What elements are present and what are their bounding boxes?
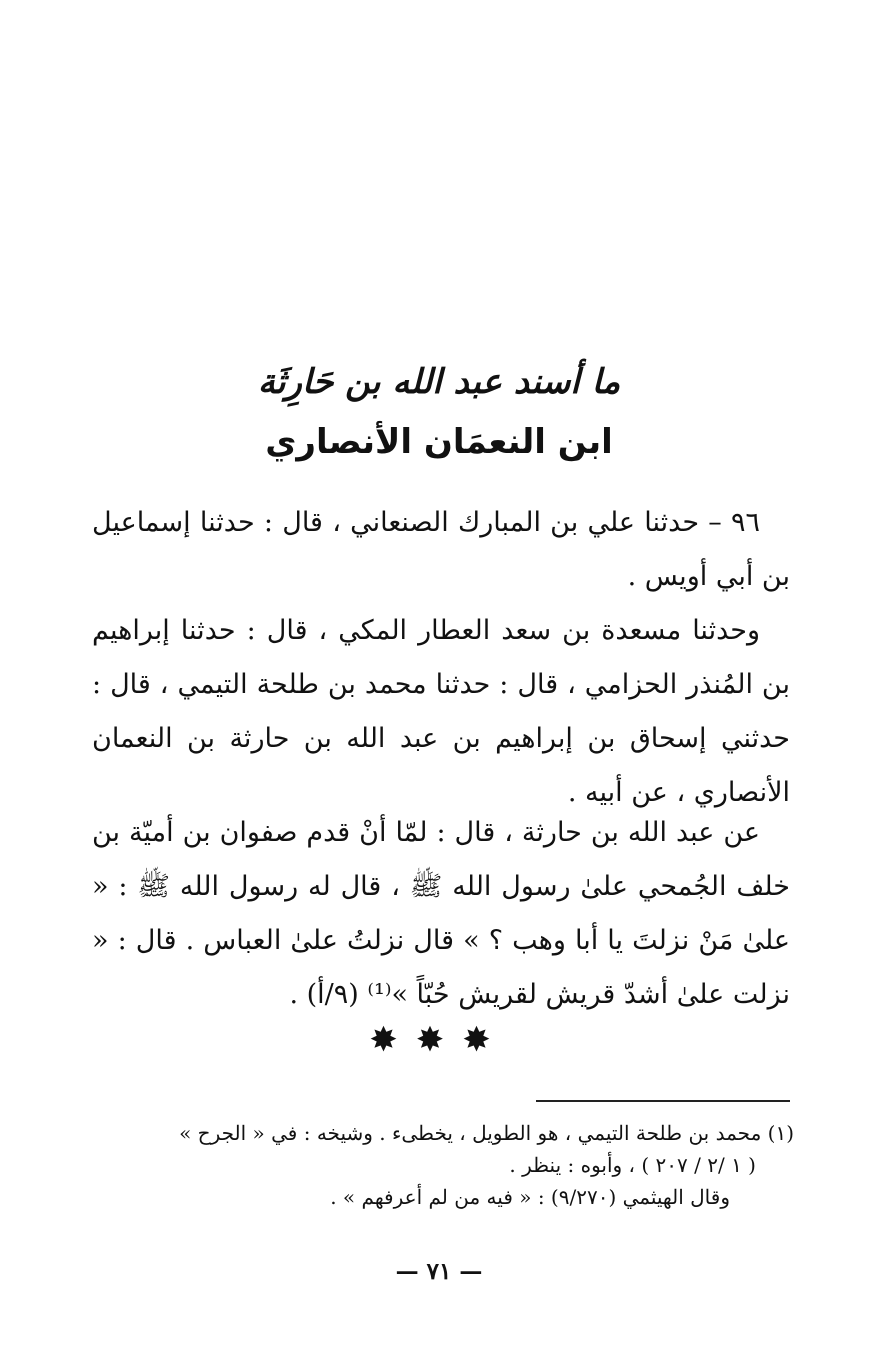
hadith-paragraph-2: وحدثنا مسعدة بن سعد العطار المكي ، قال : حدثنا إبراهيم بن المُنذر الحزامي ، قال : حدثنا محمد بن طلحة التيمي ، قال : حدثني إسحاق بن إبراهيم بن عبد الله بن حارثة بن النعمان الأنصاري ، عن أبيه .: [92, 615, 790, 808]
footnote-divider: [536, 1100, 790, 1102]
footnote-line-3: وقال الهيثمي (٩/٢٧٠) : « فيه من لم أعرفهم » .: [330, 1185, 730, 1209]
footnotes: [70, 1117, 794, 1213]
chapter-heading-line-2: ابن النعمَان الأنصاري: [265, 422, 613, 462]
hadith-paragraph-3: عن عبد الله بن حارثة ، قال : لمّا أنْ قدم صفوان بن أميّة بن خلف الجُمحي علىٰ رسول الله ﷺ ، قال له رسول الله ﷺ : « علىٰ مَنْ نزلتَ يا أبا وهب ؟ » قال نزلتُ علىٰ العباس . قال : « نزلت علىٰ أشدّ قريش لقريش حُبّاً »⁽¹⁾ (٩/أ) .: [92, 817, 790, 1010]
hadith-paragraph-1: ٩٦ – حدثنا علي بن المبارك الصنعاني ، قال : حدثنا إسماعيل بن أبي أويس .: [92, 507, 790, 592]
footnote-line-2: ( ١ /٢ / ٢٠٧ ) ، وأبوه : ينظر .: [509, 1153, 756, 1177]
chapter-heading-line-1: ما أسند عبد الله بن حَارِثَة: [257, 362, 621, 402]
star-separator: ✸✸✸: [369, 1020, 509, 1060]
footnote-line-1: (١) محمد بن طلحة التيمي ، هو الطويل ، يخطىء . وشيخه : في « الجرح »: [179, 1121, 794, 1145]
page-number: — ٧١ —: [395, 1258, 483, 1285]
